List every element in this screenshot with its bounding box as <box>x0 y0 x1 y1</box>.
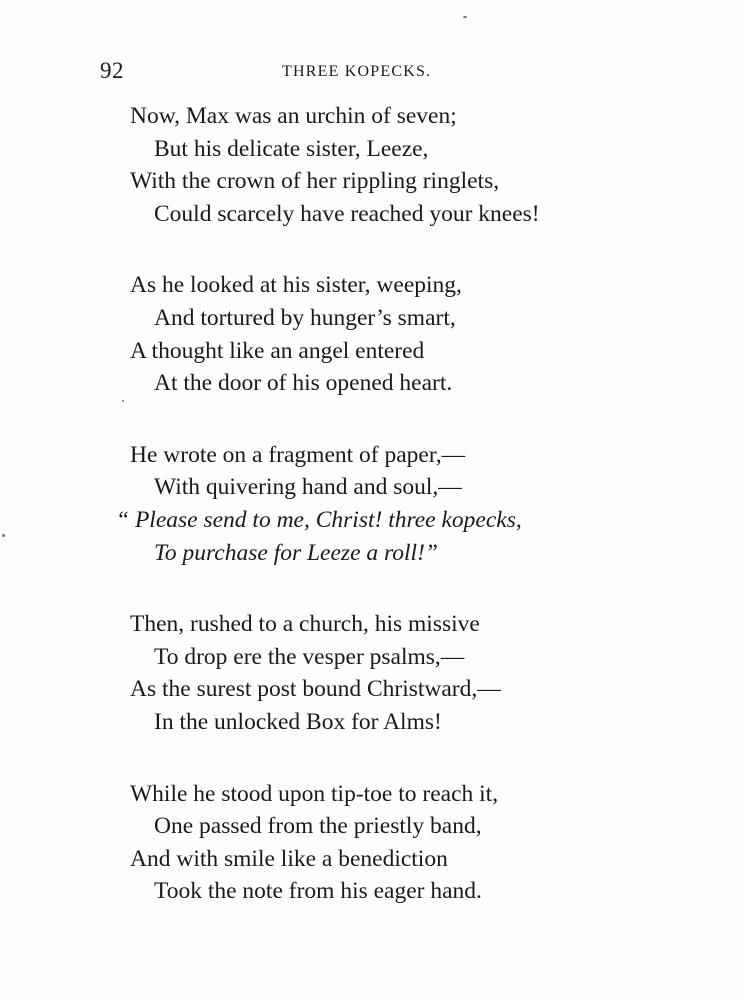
poem-line: Could scarcely have reached your knees! <box>154 200 540 227</box>
stanza-4 <box>130 608 610 738</box>
scan-speck <box>122 400 124 402</box>
poem-line: With the crown of her rippling ringlets, <box>130 168 500 195</box>
poem-line: And with smile like a benediction <box>130 845 448 872</box>
page-number: 92 <box>100 58 124 83</box>
running-head <box>100 58 600 84</box>
poem-line: A thought like an angel entered <box>130 337 425 364</box>
stanza-1 <box>130 100 610 230</box>
scan-speck <box>2 534 5 537</box>
poem <box>116 100 610 947</box>
poem-line-italic: To purchase for Leeze a roll!” <box>154 539 438 566</box>
stanza-2 <box>130 269 610 399</box>
poem-line: One passed from the priestly band, <box>154 813 482 840</box>
stanza-5 <box>130 778 610 908</box>
running-title: THREE KOPECKS. <box>282 63 432 80</box>
poem-line: And tortured by hunger’s smart, <box>154 304 456 331</box>
poem-line: He wrote on a fragment of paper,— <box>130 441 466 468</box>
poem-line: As he looked at his sister, weeping, <box>130 272 462 299</box>
stanza-3 <box>116 439 610 569</box>
poem-line: Took the note from his eager hand. <box>154 878 482 905</box>
scan-speck <box>463 16 467 18</box>
poem-line: With quivering hand and soul,— <box>154 474 462 501</box>
poem-line: As the surest post bound Christward,— <box>130 676 501 703</box>
poem-line: Then, rushed to a church, his missive <box>130 611 480 638</box>
poem-line: In the unlocked Box for Alms! <box>154 708 442 735</box>
poem-line: Now, Max was an urchin of seven; <box>130 103 457 129</box>
poem-line: But his delicate sister, Leeze, <box>154 135 429 162</box>
poem-line: While he stood upon tip-toe to reach it, <box>130 780 499 807</box>
poem-line: At the door of his opened heart. <box>154 370 453 397</box>
poem-line: To drop ere the vesper psalms,— <box>154 643 465 670</box>
poem-line-italic: “ Please send to me, Christ! three kopecks, <box>116 506 522 533</box>
